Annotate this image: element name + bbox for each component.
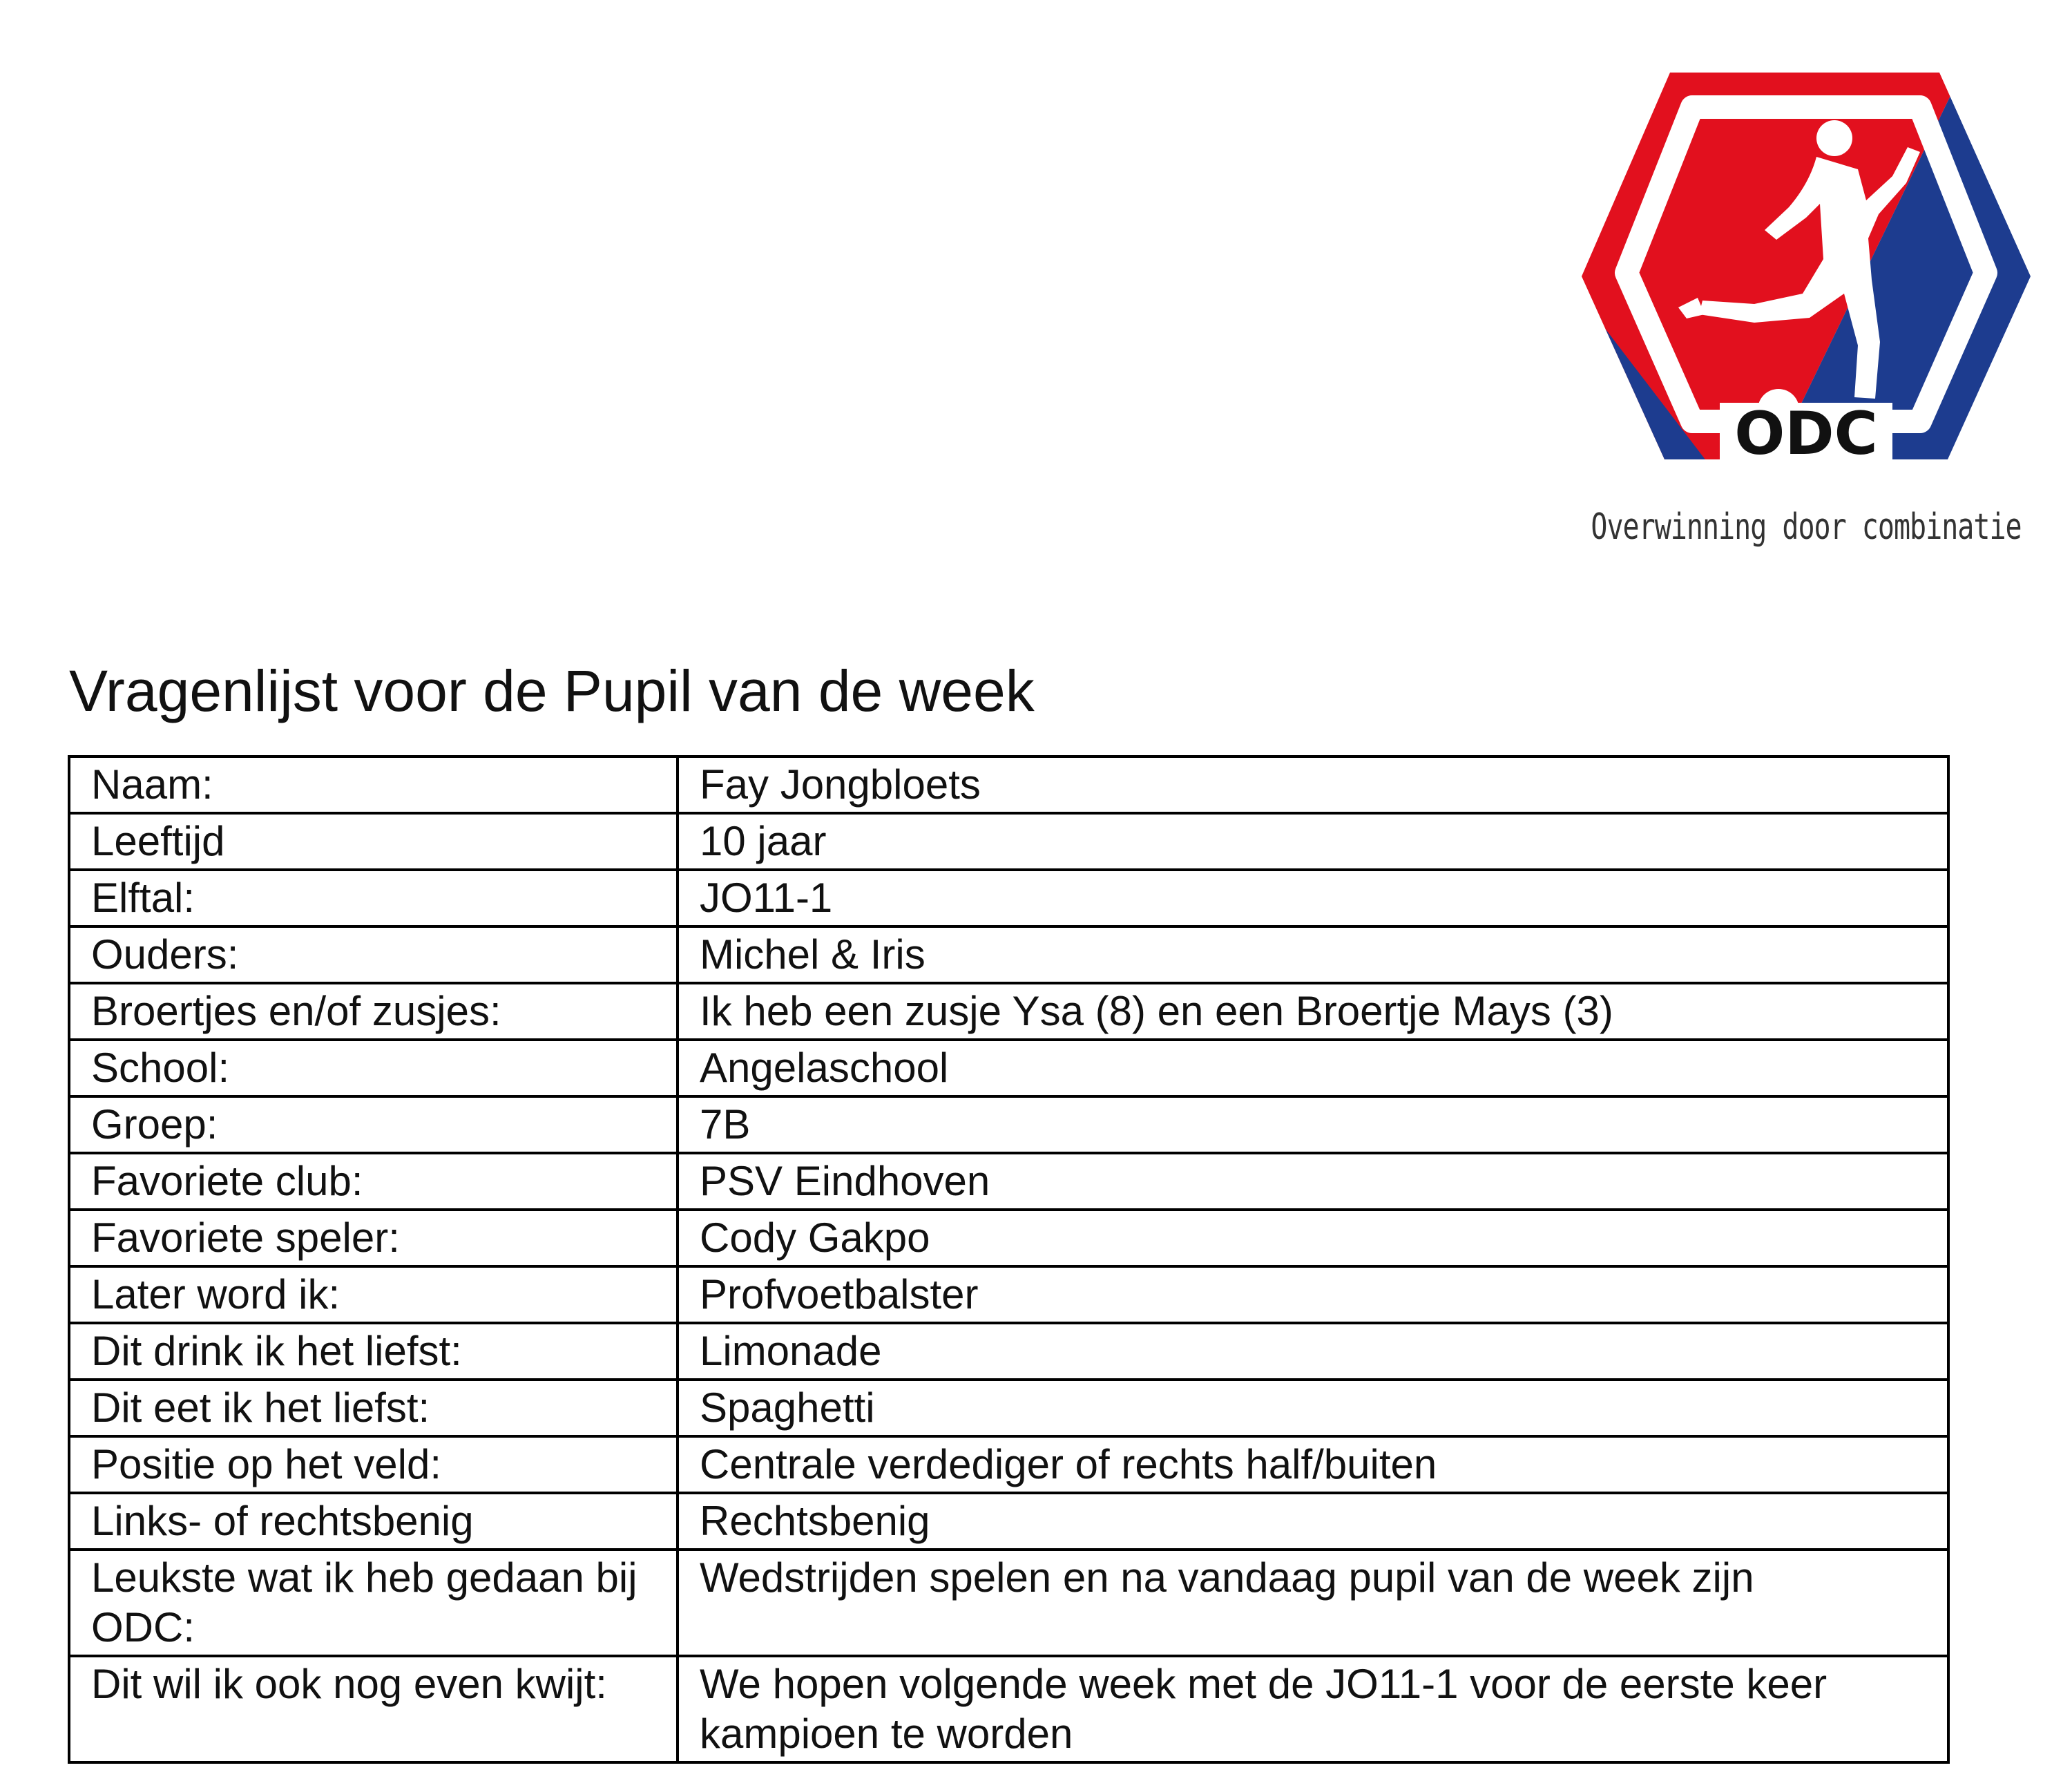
question-cell: Links- of rechtsbenig <box>69 1493 678 1550</box>
table-row <box>69 1266 1948 1323</box>
table-row <box>69 813 1948 870</box>
table-row <box>69 1656 1948 1762</box>
answer-cell: PSV Eindhoven <box>678 1153 1948 1210</box>
question-cell: Ouders: <box>69 926 678 983</box>
question-cell: Favoriete club: <box>69 1153 678 1210</box>
answer-cell: Centrale verdediger of rechts half/buiten <box>678 1436 1948 1493</box>
table-row <box>69 756 1948 813</box>
table-row <box>69 1436 1948 1493</box>
odc-wordmark: ODC <box>1734 399 1878 468</box>
odc-logo <box>1582 73 2031 556</box>
question-cell: Leukste wat ik heb gedaan bij ODC: <box>69 1550 678 1656</box>
question-cell: Elftal: <box>69 870 678 926</box>
logo-tagline: Overwinning door combinatie <box>1591 506 2022 548</box>
table-row <box>69 1096 1948 1153</box>
table-row <box>69 1040 1948 1096</box>
answer-cell: Ik heb een zusje Ysa (8) en een Broertje Mays (3) <box>678 983 1948 1040</box>
answer-cell: Profvoetbalster <box>678 1266 1948 1323</box>
odc-emblem <box>1582 73 2031 487</box>
answer-cell: Limonade <box>678 1323 1948 1380</box>
answer-cell: Michel & Iris <box>678 926 1948 983</box>
answer-cell: Rechtsbenig <box>678 1493 1948 1550</box>
table-row <box>69 870 1948 926</box>
questionnaire-table <box>68 755 1950 1764</box>
question-cell: School: <box>69 1040 678 1096</box>
table-row <box>69 1550 1948 1656</box>
question-cell: Broertjes en/of zusjes: <box>69 983 678 1040</box>
question-cell: Positie op het veld: <box>69 1436 678 1493</box>
answer-cell: Spaghetti <box>678 1380 1948 1436</box>
question-cell: Dit wil ik ook nog even kwijt: <box>69 1656 678 1762</box>
question-cell: Later word ik: <box>69 1266 678 1323</box>
answer-cell: Fay Jongbloets <box>678 756 1948 813</box>
question-cell: Leeftijd <box>69 813 678 870</box>
question-cell: Favoriete speler: <box>69 1210 678 1266</box>
table-row <box>69 983 1948 1040</box>
answer-cell: 10 jaar <box>678 813 1948 870</box>
question-cell: Dit drink ik het liefst: <box>69 1323 678 1380</box>
table-row <box>69 1153 1948 1210</box>
answer-cell: We hopen volgende week met de JO11-1 voor de eerste keer kampioen te worden <box>678 1656 1948 1762</box>
table-row <box>69 1210 1948 1266</box>
table-row <box>69 926 1948 983</box>
table-row <box>69 1380 1948 1436</box>
question-cell: Groep: <box>69 1096 678 1153</box>
page-title: Vragenlijst voor de Pupil van de week <box>69 658 1035 723</box>
question-cell: Dit eet ik het liefst: <box>69 1380 678 1436</box>
answer-cell: Angelaschool <box>678 1040 1948 1096</box>
answer-cell: JO11-1 <box>678 870 1948 926</box>
answer-cell: 7B <box>678 1096 1948 1153</box>
table-row <box>69 1493 1948 1550</box>
question-cell: Naam: <box>69 756 678 813</box>
table-row <box>69 1323 1948 1380</box>
answer-cell: Cody Gakpo <box>678 1210 1948 1266</box>
answer-cell: Wedstrijden spelen en na vandaag pupil van de week zijn <box>678 1550 1948 1656</box>
